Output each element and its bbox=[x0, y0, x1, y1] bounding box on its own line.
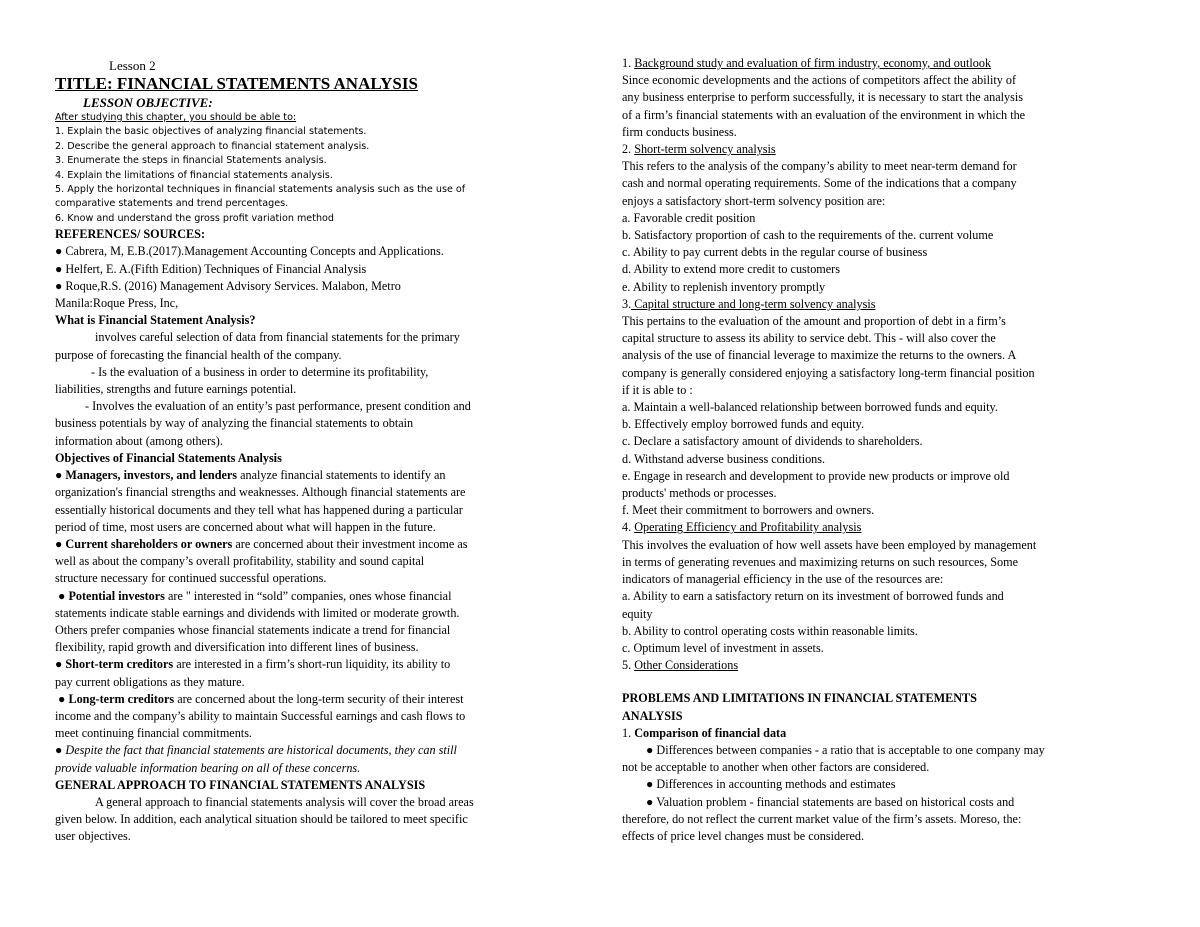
list-item: b. Ability to control operating costs within reasonable limits. bbox=[622, 623, 918, 638]
body-line: cash and normal operating requirements. Some of the indications that a company bbox=[622, 176, 1017, 191]
body-line: therefore, do not reflect the current market value of the firm’s assets. Moreso, the: bbox=[622, 811, 1022, 826]
definition-text: involves careful selection of data from financial statements for the primary bbox=[95, 330, 460, 345]
managers-text: analyze financial statements to identify an bbox=[237, 468, 446, 483]
body-line: any business enterprise to perform successfully, it is necessary to start the analysis bbox=[622, 90, 1023, 105]
body-line: income and the company’s ability to maintain Successful earnings and cash flows to bbox=[55, 708, 466, 723]
reference-item: ● Helfert, E. A.(Fifth Edition) Techniques of Financial Analysis bbox=[55, 261, 367, 276]
section-2-heading bbox=[622, 141, 1152, 158]
section-number: 2. bbox=[622, 142, 635, 157]
section-number: 3. bbox=[622, 296, 632, 311]
body-line: Others prefer companies whose financial statements indicate a trend for financial bbox=[55, 622, 451, 637]
body-line: structure necessary for continued successful operations. bbox=[55, 571, 327, 586]
body-line: essentially historical documents and they tell what has happened during a particular bbox=[55, 502, 463, 517]
list-item: equity bbox=[622, 606, 653, 621]
shareholders-paragraph bbox=[55, 536, 575, 553]
problem-1-heading bbox=[622, 725, 1152, 742]
body-line: flexibility, rapid growth and diversification into different lines of business. bbox=[55, 640, 419, 655]
list-item: b. Effectively employ borrowed funds and equity. bbox=[622, 417, 864, 432]
lesson-objective-heading: LESSON OBJECTIVE: bbox=[83, 95, 213, 110]
section-number: 1. bbox=[622, 56, 635, 70]
body-line: in terms of generating revenues and maximizing returns on such resources, Some bbox=[622, 554, 1018, 569]
objective-item: 1. Explain the basic objectives of analyzing financial statements. bbox=[55, 126, 367, 138]
list-item: c. Optimum level of investment in assets. bbox=[622, 640, 824, 655]
section-number: 4. bbox=[622, 520, 635, 535]
after-studying-intro: After studying this chapter, you should be able to: bbox=[55, 112, 297, 123]
body-line: if it is able to : bbox=[622, 382, 693, 397]
body-line: analysis of the use of financial leverage to maximize the returns to the owners. A bbox=[622, 348, 1017, 363]
problems-heading: ANALYSIS bbox=[622, 708, 683, 723]
objective-item: comparative statements and trend percentages. bbox=[55, 198, 289, 210]
objective-item: 5. Apply the horizontal techniques in financial statements analysis such as the use of bbox=[55, 184, 466, 196]
list-item: e. Ability to replenish inventory promptly bbox=[622, 279, 826, 294]
section-4-heading bbox=[622, 519, 1152, 536]
list-item: products' methods or processes. bbox=[622, 486, 777, 501]
what-is-fsa-heading: What is Financial Statement Analysis? bbox=[55, 313, 256, 328]
bullet-item: ● Differences in accounting methods and estimates bbox=[646, 777, 896, 792]
bullet-item: ● Valuation problem - financial statements are based on historical costs and bbox=[646, 794, 1015, 809]
left-column bbox=[55, 55, 575, 846]
body-line: Since economic developments and the actions of competitors affect the ability of bbox=[622, 73, 1017, 88]
list-item: c. Ability to pay current debts in the regular course of business bbox=[622, 245, 928, 260]
body-line: well as about the company’s overall profitability, stability and sound capital bbox=[55, 554, 425, 569]
bullet-item: ● Differences between companies - a ratio that is acceptable to one company may bbox=[646, 742, 1045, 757]
body-line: indicators of managerial efficiency in the use of the resources are: bbox=[622, 572, 944, 587]
general-approach-heading: GENERAL APPROACH TO FINANCIAL STATEMENTS ANALYSIS bbox=[55, 777, 426, 792]
body-line: pay current obligations as they mature. bbox=[55, 674, 245, 689]
long-term-creditors-text: are concerned about the long-term security of their interest bbox=[174, 691, 464, 706]
definition-text: information about (among others). bbox=[55, 433, 223, 448]
objective-item: 2. Describe the general approach to financial statement analysis. bbox=[55, 140, 370, 152]
body-line: A general approach to financial statements analysis will cover the broad areas bbox=[95, 794, 474, 809]
potential-investors-paragraph bbox=[55, 588, 575, 605]
body-line: of a firm’s financial statements with an evaluation of the environment in which the bbox=[622, 107, 1026, 122]
body-line: This involves the evaluation of how well assets have been employed by management bbox=[622, 537, 1037, 552]
list-item: d. Ability to extend more credit to customers bbox=[622, 262, 840, 277]
body-line: enjoys a satisfactory short-term solvency position are: bbox=[622, 193, 886, 208]
body-line: firm conducts business. bbox=[622, 124, 737, 139]
section-5-heading bbox=[622, 657, 1152, 674]
list-item: f. Meet their commitment to borrowers and owners. bbox=[622, 503, 875, 518]
despite-note: provide valuable information bearing on all of these concerns. bbox=[55, 760, 361, 775]
section-1-heading bbox=[622, 55, 1152, 72]
list-item: a. Ability to earn a satisfactory return on its investment of borrowed funds and bbox=[622, 589, 1004, 604]
list-item: a. Maintain a well-balanced relationship between borrowed funds and equity. bbox=[622, 400, 998, 415]
body-line: user objectives. bbox=[55, 829, 131, 844]
potential-investors-label: ● Potential investors bbox=[58, 588, 165, 603]
section-title: Short-term solvency analysis bbox=[634, 142, 776, 157]
body-line: This pertains to the evaluation of the amount and proportion of debt in a firm’s bbox=[622, 314, 1006, 329]
references-heading: REFERENCES/ SOURCES: bbox=[55, 227, 206, 242]
list-item: e. Engage in research and development to provide new products or improve old bbox=[622, 468, 1010, 483]
managers-label: ● Managers, investors, and lenders bbox=[55, 468, 238, 483]
section-number: 5. bbox=[622, 658, 635, 673]
definition-text: - Involves the evaluation of an entity’s past performance, present condition and bbox=[85, 399, 471, 414]
body-line: organization's financial strengths and weaknesses. Although financial statements are bbox=[55, 485, 466, 500]
potential-investors-text: are " interested in “sold” companies, ones whose financial bbox=[164, 588, 452, 603]
problem-title: Comparison of financial data bbox=[634, 725, 787, 740]
section-title: Capital structure and long-term solvency analysis bbox=[631, 296, 876, 311]
definition-text: business potentials by way of analyzing the financial statements to obtain bbox=[55, 416, 414, 431]
list-item: b. Satisfactory proportion of cash to the requirements of the. current volume bbox=[622, 228, 994, 243]
body-line: This refers to the analysis of the company’s ability to meet near-term demand for bbox=[622, 159, 1017, 174]
definition-text: purpose of forecasting the financial health of the company. bbox=[55, 347, 342, 362]
body-line: given below. In addition, each analytical situation should be tailored to meet specific bbox=[55, 812, 468, 827]
reference-item: ● Cabrera, M, E.B.(2017).Management Accounting Concepts and Applications. bbox=[55, 244, 444, 259]
list-item: c. Declare a satisfactory amount of dividends to shareholders. bbox=[622, 434, 923, 449]
shareholders-label: ● Current shareholders or owners bbox=[55, 536, 233, 551]
references-list bbox=[55, 243, 575, 312]
section-title: Other Considerations bbox=[634, 658, 739, 673]
body-line: period of time, most users are concerned about what will happen in the future. bbox=[55, 519, 436, 534]
objectives-fsa-heading: Objectives of Financial Statements Analysis bbox=[55, 450, 282, 465]
list-item: d. Withstand adverse business conditions. bbox=[622, 451, 826, 466]
section-3-heading bbox=[622, 296, 1152, 313]
definition-text: liabilities, strengths and future earnings potential. bbox=[55, 382, 297, 397]
problem-number: 1. bbox=[622, 725, 635, 740]
short-term-creditors-label: ● Short-term creditors bbox=[55, 657, 174, 672]
objective-item: 4. Explain the limitations of financial statements analysis. bbox=[55, 169, 333, 181]
short-term-creditors-text: are interested in a firm’s short-run liquidity, its ability to bbox=[173, 657, 451, 672]
short-term-creditors-paragraph bbox=[55, 656, 575, 673]
reference-item: Manila:Roque Press, Inc, bbox=[55, 296, 179, 311]
body-line: effects of price level changes must be considered. bbox=[622, 828, 865, 843]
list-item: a. Favorable credit position bbox=[622, 210, 756, 225]
body-line: meet continuing financial commitments. bbox=[55, 726, 252, 741]
long-term-creditors-paragraph bbox=[55, 691, 575, 708]
objective-item: 6. Know and understand the gross profit variation method bbox=[55, 212, 334, 224]
objectives-list bbox=[55, 125, 575, 226]
body-line: company is generally considered enjoying a satisfactory long-term financial position bbox=[622, 365, 1035, 380]
body-line: statements indicate stable earnings and dividends with limited or moderate growth. bbox=[55, 605, 460, 620]
despite-note: ● Despite the fact that financial statements are historical documents, they can still bbox=[55, 743, 457, 758]
section-title: Operating Efficiency and Profitability analysis bbox=[634, 520, 862, 535]
body-line: not be acceptable to another when other factors are considered. bbox=[622, 760, 930, 775]
objective-item: 3. Enumerate the steps in financial Statements analysis. bbox=[55, 155, 327, 167]
right-column bbox=[622, 55, 1152, 845]
long-term-creditors-label: ● Long-term creditors bbox=[58, 691, 175, 706]
reference-item: ● Roque,R.S. (2016) Management Advisory Services. Malabon, Metro bbox=[55, 278, 401, 293]
shareholders-text: are concerned about their investment income as bbox=[232, 536, 468, 551]
problems-heading: PROBLEMS AND LIMITATIONS IN FINANCIAL STATEMENTS bbox=[622, 691, 977, 706]
page-title: TITLE: FINANCIAL STATEMENTS ANALYSIS bbox=[55, 74, 418, 93]
lesson-number: Lesson 2 bbox=[109, 58, 156, 73]
managers-paragraph bbox=[55, 467, 575, 484]
definition-text: - Is the evaluation of a business in order to determine its profitability, bbox=[91, 364, 429, 379]
body-line: capital structure to assess its ability to service debt. This - will also cover the bbox=[622, 331, 996, 346]
spacer bbox=[622, 674, 1152, 690]
section-title: Background study and evaluation of firm industry, economy, and outlook bbox=[634, 56, 992, 70]
